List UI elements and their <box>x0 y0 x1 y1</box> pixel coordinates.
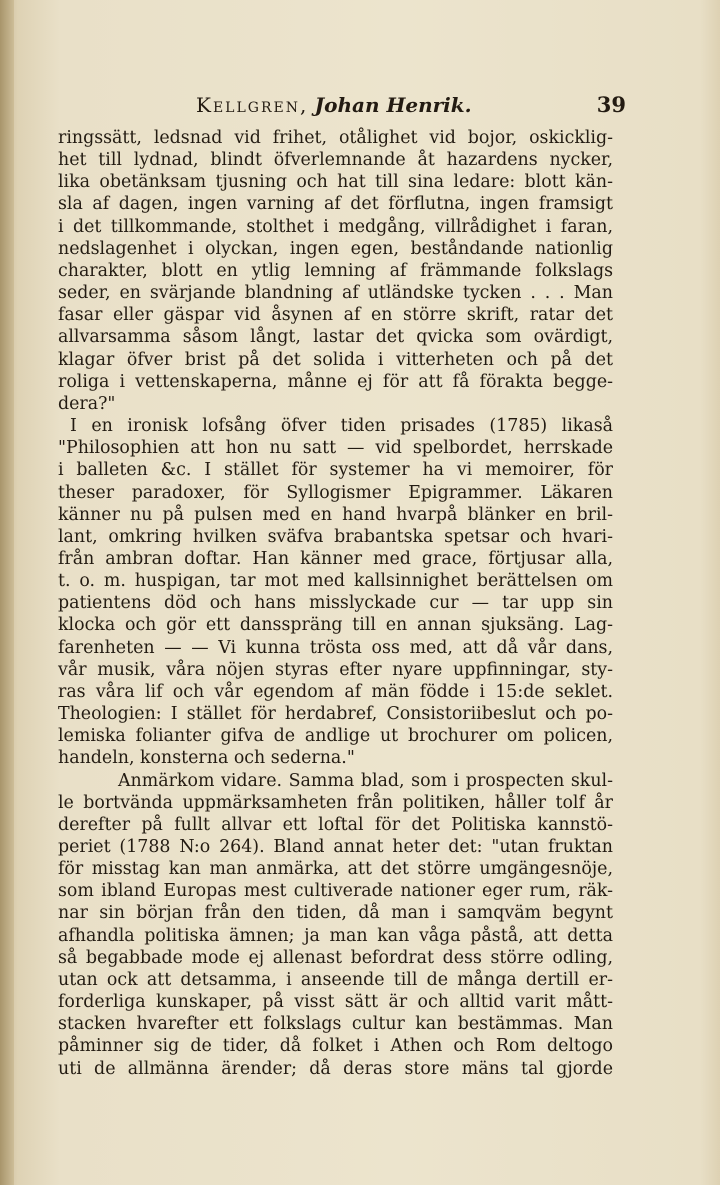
text-line: nar sin början från den tiden, då man i samqväm begynt <box>58 903 613 924</box>
text-line: i det tillkommande, stolthet i medgång, villrådighet i faran, <box>58 216 613 237</box>
text-line: farenheten — — Vi kunna trösta oss med, att då vår dans, <box>58 637 613 658</box>
page-number: 39 <box>596 92 626 117</box>
paragraph-3 <box>58 770 613 1080</box>
text-line: afhandla politiska ämnen; ja man kan våga påstå, att detta <box>58 925 613 946</box>
text-line: handeln, konsterna och sederna." <box>58 748 355 769</box>
text-line: uti de allmänna ärender; då deras store mäns tal gjorde <box>58 1058 613 1079</box>
paragraph-1 <box>58 127 613 415</box>
text-line: seder, en svärjande blandning af utländske tycken . . . Man <box>58 283 613 304</box>
text-line: från ambran doftar. Han känner med grace, förtjusar alla, <box>58 548 613 569</box>
text-line: lant, omkring hvilken sväfva brabantska spetsar och hvari- <box>58 526 613 547</box>
text-line: klagar öfver brist på det solida i vitterheten och på det <box>58 349 613 370</box>
text-line: ringssätt, ledsnad vid frihet, otålighet vid bojor, oskicklig- <box>58 128 613 148</box>
paragraph-2 <box>58 415 613 770</box>
text-line: stacken hvarefter ett folkslags cultur kan bestämmas. Man <box>58 1014 613 1035</box>
text-line: charakter, blott en ytlig lemning af främmande folkslags <box>58 260 613 281</box>
text-line: i balleten &c. I stället för systemer ha vi memoirer, för <box>58 460 613 481</box>
text-line: derefter på fullt allvar ett loftal för det Politiska kannstö- <box>58 814 613 835</box>
text-line: fasar eller gäspar vid åsynen af en större skrift, ratar det <box>58 305 613 326</box>
text-line: Anmärkom vidare. Samma blad, som i prospecten skul- <box>118 770 613 791</box>
text-line: sla af dagen, ingen varning af det förflutna, ingen framsigt <box>58 194 613 215</box>
text-line: theser paradoxer, för Syllogismer Epigrammer. Läkaren <box>58 482 613 503</box>
book-binding-edge <box>0 0 14 1185</box>
text-line: roliga i vettenskaperna, månne ej för att få förakta begge- <box>58 371 613 392</box>
text-line: för misstag kan man anmärka, att det större umgängesnöje, <box>58 859 613 880</box>
text-line: forderliga kunskaper, på visst sätt är och alltid varit mått- <box>58 992 613 1013</box>
body-text <box>58 127 613 1080</box>
text-line: le bortvända uppmärksamheten från politiken, håller tolf år <box>58 792 613 813</box>
running-header <box>196 88 626 122</box>
text-line: t. o. m. huspigan, tar mot med kallsinnighet berättelsen om <box>58 571 613 592</box>
text-line: periet (1788 N:o 264). Bland annat heter det: "utan fruktan <box>58 837 613 857</box>
text-line: utan ock att detsamma, i anseende till de många dertill er- <box>58 969 613 990</box>
text-line: patientens död och hans misslyckade cur — tar upp sin <box>58 593 613 614</box>
text-line: nedslagenhet i olyckan, ingen egen, beståndande nationlig <box>58 238 613 259</box>
text-line: het till lydnad, blindt öfverlemnande åt hazardens nycker, <box>58 150 613 171</box>
text-line: lika obetänksam tjusning och hat till sina ledare: blott kän- <box>58 172 613 193</box>
text-line: I en ironisk lofsång öfver tiden prisades (1785) likaså <box>70 416 613 437</box>
text-line: klocka och gör ett dansspräng till en annan sjuksäng. Lag- <box>58 615 613 636</box>
header-author: Kellgren, <box>196 93 309 117</box>
text-line: så begabbade mode ej allenast befordrat dess större odling, <box>58 947 613 968</box>
text-line: vår musik, våra nöjen styras efter nyare uppfinningar, sty- <box>58 659 613 680</box>
text-line: "Philosophien att hon nu satt — vid spelbordet, herrskade <box>58 438 613 459</box>
text-line: dera?" <box>58 393 116 414</box>
text-line: påminner sig de tider, då folket i Athen och Rom deltogo <box>58 1036 613 1057</box>
text-line: som ibland Europas mest cultiverade nationer eger rum, räk- <box>58 881 613 902</box>
header-given-name: Johan Henrik. <box>314 93 472 117</box>
text-line: Theologien: I stället för herdabref, Consistoriibeslut och po- <box>58 704 613 725</box>
text-line: ras våra lif och vår egendom af män födde i 15:de seklet. <box>58 681 613 702</box>
text-line: lemiska folianter gifva de andlige ut brochurer om policen, <box>58 726 613 747</box>
text-line: allvarsamma såsom långt, lastar det qvicka som ovärdigt, <box>58 327 613 348</box>
text-line: känner nu på pulsen med en hand hvarpå blänker en bril- <box>58 504 613 525</box>
